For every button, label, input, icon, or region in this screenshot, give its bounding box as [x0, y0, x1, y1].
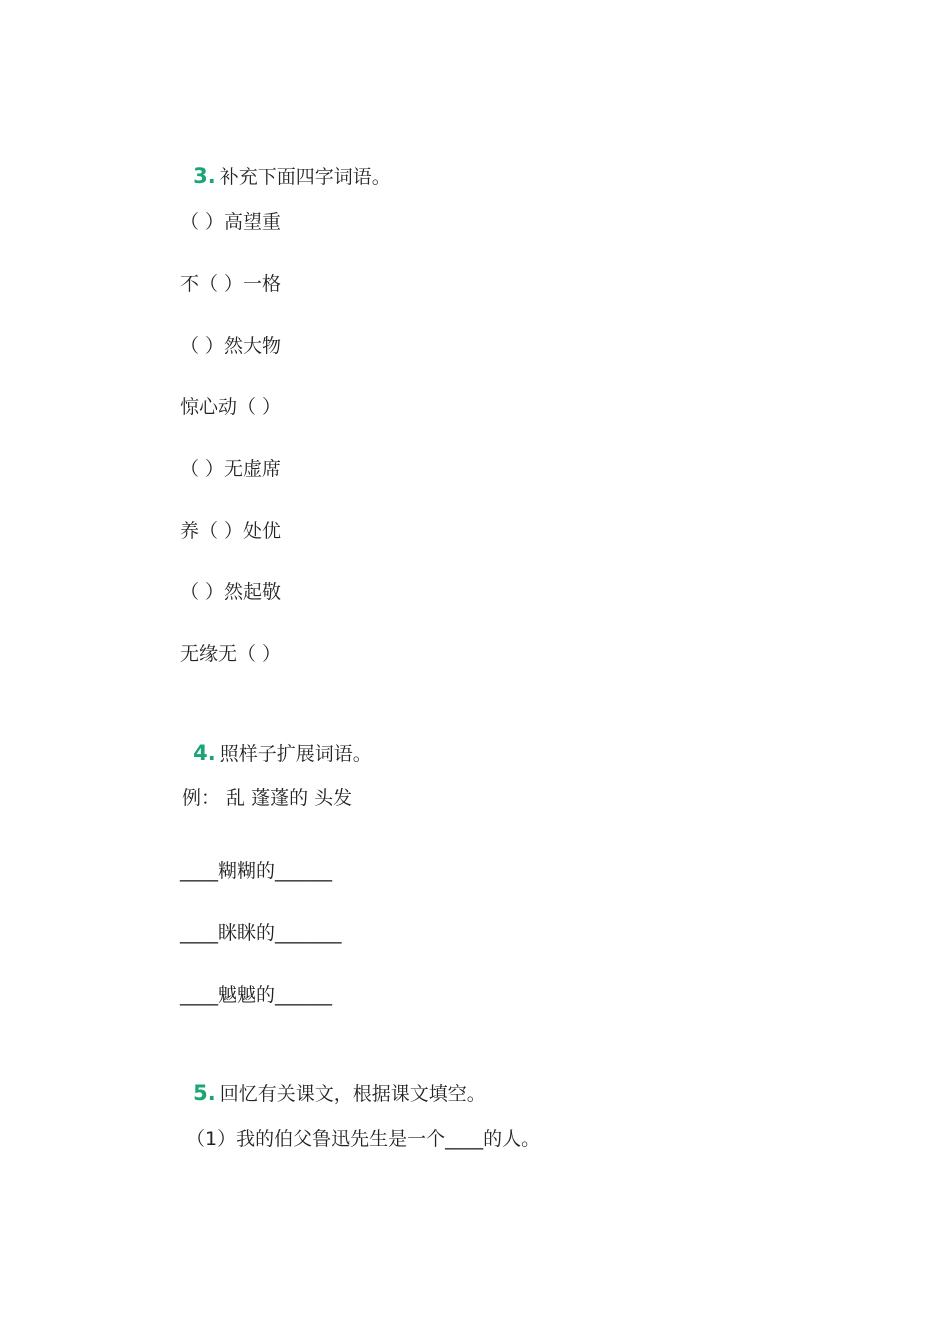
question-3-number: 3. — [193, 164, 216, 188]
question-3-title: 补充下面四字词语。 — [219, 166, 391, 188]
q3-item: （ ）高望重 — [180, 211, 282, 233]
question-3-heading — [181, 137, 391, 190]
q3-item: 不（ ）一格 — [180, 273, 282, 295]
q4-item: ____糊糊的______ — [180, 860, 333, 882]
q3-item: （ ）然大物 — [180, 335, 282, 357]
question-4-title: 照样子扩展词语。 — [219, 743, 372, 765]
q3-item: 无缘无（ ） — [180, 643, 282, 665]
q4-example: 例： 乱 蓬蓬的 头发 — [182, 787, 353, 809]
q3-item: 惊心动（ ） — [180, 396, 282, 418]
question-4-number: 4. — [193, 741, 216, 765]
q3-item: （ ）无虚席 — [180, 458, 282, 480]
q3-item: 养（ ）处优 — [180, 520, 282, 542]
question-4-heading — [181, 714, 372, 767]
question-5-heading — [181, 1054, 486, 1107]
q3-item: （ ）然起敬 — [180, 581, 282, 603]
q4-item: ____魆魆的______ — [180, 984, 333, 1006]
question-5-title: 回忆有关课文，根据课文填空。 — [219, 1083, 486, 1105]
q4-item: ____眯眯的_______ — [180, 922, 342, 944]
q5-item: （1）我的伯父鲁迅先生是一个____的人。 — [186, 1128, 541, 1150]
question-5-number: 5. — [193, 1081, 216, 1105]
